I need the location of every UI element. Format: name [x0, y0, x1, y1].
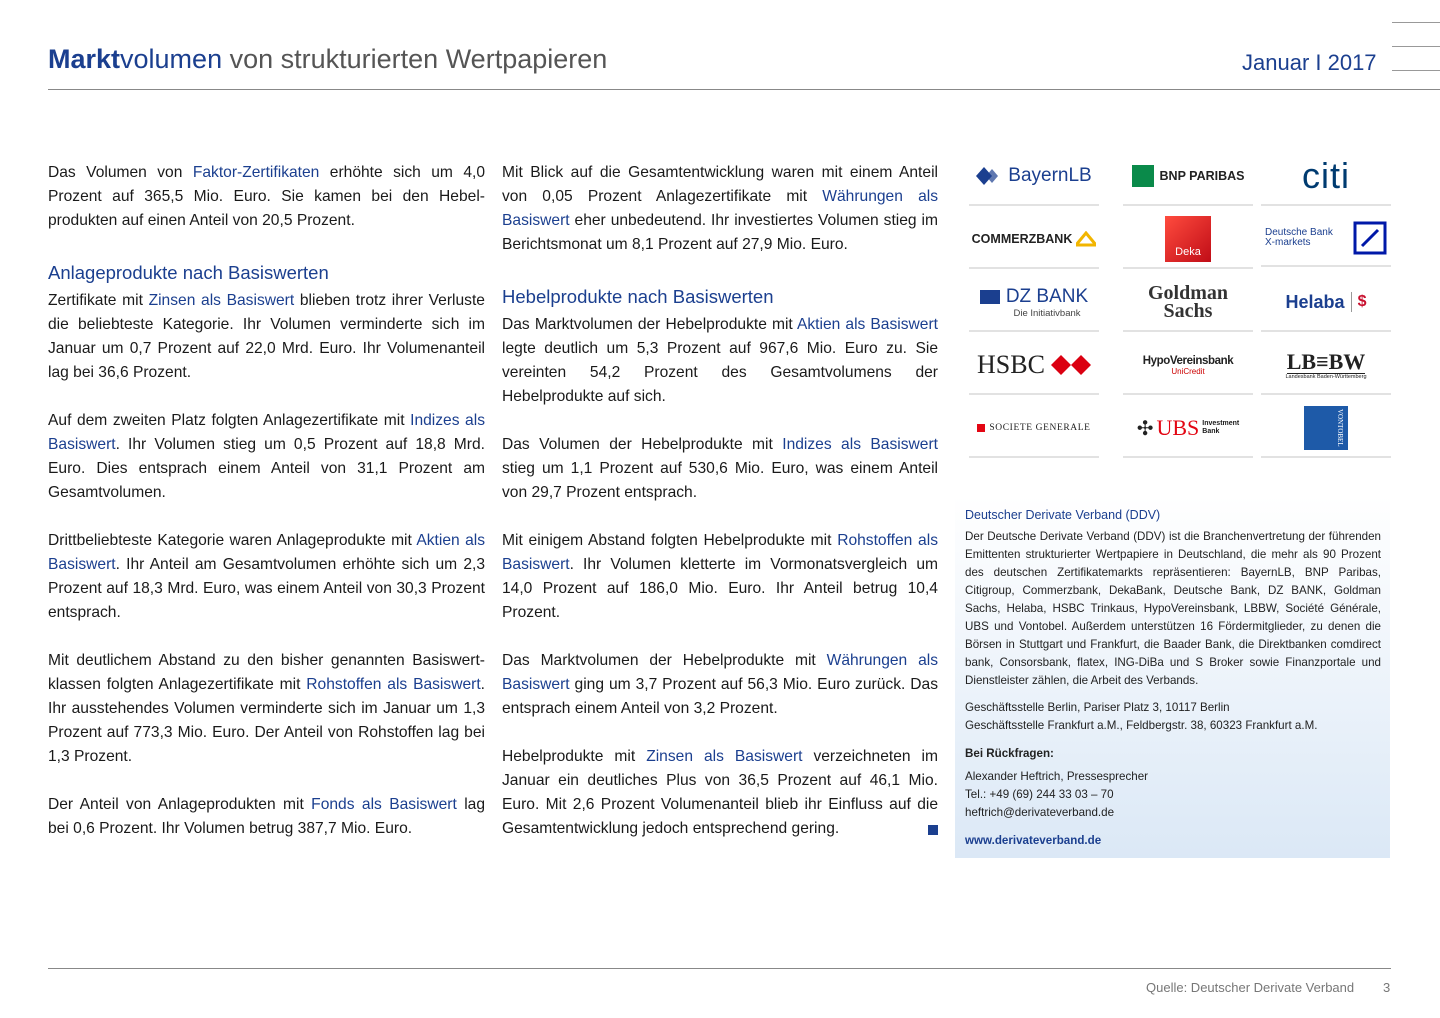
bayernlb-diamond-icon — [976, 165, 1002, 187]
deco-line — [1392, 22, 1440, 23]
paragraph: Der Anteil von Anlageprodukten mit Fonds als Basiswert lag bei 0,6 Prozent. Ihr Volumen betrug 387,7 Mio. Euro. — [48, 796, 486, 837]
highlight-term: Zinsen als Basiswert — [646, 748, 803, 765]
footer-source: Quelle: Deutscher Derivate Verband — [1146, 980, 1355, 995]
end-mark-icon — [928, 825, 938, 835]
title-bold: Markt — [48, 44, 121, 74]
address-frankfurt: Geschäftsstelle Frankfurt a.M., Feldbergstr. 38, 60323 Frankfurt a.M. — [965, 719, 1318, 732]
paragraph: Mit deutlichem Abstand zu den bisher genannten Basiswertklassen folgten Anlagezertifikate mit Rohstoffen als Basiswert. Ihr ausstehendes Volumen verminderte sich im Januar um 1,3 Prozent auf 773,3 Mio. Euro. Der Anteil von Rohstoffen lag bei 1,3 Prozent. — [48, 652, 485, 765]
logo-societe-generale: SOCIETE GENERALE — [969, 400, 1099, 458]
paragraph: Das Marktvolumen der Hebelprodukte mit Währungen als Basiswert ging um 3,7 Prozent auf 56,3 Mio. Euro zurück. Das entsprach einem Anteil von 3,2 Prozent. — [502, 652, 938, 717]
highlight-term: Rohstoffen als Basiswert — [306, 676, 481, 693]
logo-bnp-paribas: BNP PARIBAS — [1123, 148, 1253, 206]
logo-lbbw: LB≡BW Landesbank Baden-Württemberg — [1261, 337, 1391, 395]
sg-square-icon — [977, 424, 985, 432]
highlight-term: Faktor-Zertifikaten — [192, 164, 320, 181]
highlight-term: Fonds als Basiswert — [311, 796, 457, 813]
highlight-term: Indizes als Basiswert — [48, 412, 485, 453]
page-title — [48, 44, 607, 75]
footer-rule — [48, 968, 1391, 969]
contact-heading: Bei Rückfragen: — [965, 747, 1054, 760]
report-date: Januar I 2017 — [1242, 50, 1377, 75]
logo-hsbc: HSBC — [969, 337, 1099, 395]
logo-bayernlb: BayernLB — [969, 148, 1099, 206]
contact-name: Alexander Heftrich, Pressesprecher — [965, 770, 1149, 783]
logo-helaba: Helaba $ — [1261, 274, 1391, 332]
highlight-term: Zinsen als Basiswert — [148, 292, 295, 309]
text-column-1 — [48, 161, 485, 865]
logo-commerzbank: COMMERZBANK — [969, 211, 1099, 269]
paragraph: Mit einigem Abstand folgten Hebelprodukte mit Rohstoffen als Basiswert. Ihr Volumen kletterte im Vormonatsvergleich um 14,0 Prozent auf 186,0 Mio. Euro. Ihr Anteil betrug 10,4 Prozent. — [502, 532, 938, 621]
logo-hypovereinsbank: HypoVereinsbank UniCredit — [1123, 337, 1253, 395]
highlight-term: Indizes als Basiswert — [782, 436, 938, 453]
paragraph: Mit Blick auf die Gesamtentwicklung waren mit einem Anteil von 0,05 Prozent Anlagezertifikate mit Währungen als Basiswert eher unbedeutend. Ihr investiertes Volumen stieg im Berichtsmonat um 8,1 Prozent auf 27,9 Mio. Euro. — [502, 164, 938, 253]
deco-line — [1392, 70, 1440, 71]
title-rest: von strukturierten Wertpapieren — [222, 44, 608, 74]
paragraph: Das Volumen der Hebelprodukte mit Indizes als Basiswert stieg um 1,1 Prozent auf 530,6 Mio. Euro, was einem Anteil von 29,7 Prozent entsprach. — [502, 436, 938, 501]
deco-line — [1392, 46, 1440, 47]
sparkasse-s-icon: $ — [1357, 293, 1367, 310]
logo-deutsche-bank: Deutsche Bank X-markets — [1261, 211, 1391, 267]
contact-phone: Tel.: +49 (69) 244 33 03 – 70 — [965, 788, 1114, 801]
dz-bank-icon — [980, 290, 1000, 304]
text-column-2 — [502, 161, 938, 865]
logo-goldman-sachs: Goldman Sachs — [1123, 274, 1253, 332]
paragraph: Zertifikate mit Zinsen als Basiswert blieben trotz ihrer Verluste die beliebteste Kategorie. Ihr Volumen verminderte sich im Januar um 0,7 Prozent auf 22,0 Mrd. Euro. Ihr Volumenanteil lag bei 36,6 Prozent. — [48, 292, 485, 381]
deutsche-bank-slash-icon — [1353, 221, 1387, 255]
paragraph: Das Marktvolumen der Hebelprodukte mit Aktien als Basiswert legte deutlich um 5,3 Prozent auf 967,6 Mio. Euro zu. Sie vereinten 54,2 Prozent des Gesamtvolumens der Hebelprodukte auf sich. — [502, 316, 938, 405]
commerzbank-ribbon-icon — [1076, 231, 1096, 247]
logo-ubs: ✣ UBS Investment Bank — [1123, 400, 1253, 458]
ubs-keys-icon: ✣ — [1136, 417, 1154, 440]
hsbc-hexagon-icon — [1051, 355, 1091, 375]
section-heading: Anlageprodukte nach Basiswerten — [48, 262, 329, 283]
highlight-term: Währungen als Basiswert — [502, 188, 938, 229]
highlight-term: Aktien als Basiswert — [48, 532, 485, 573]
contact-email[interactable]: heftrich@derivateverband.de — [965, 806, 1115, 819]
logo-dz-bank: DZ BANK Die Initiativbank — [969, 274, 1099, 332]
bnp-stars-icon — [1132, 165, 1154, 187]
highlight-term: Rohstoffen als Basiswert — [502, 532, 938, 573]
address-berlin: Geschäftsstelle Berlin, Pariser Platz 3, 10117 Berlin — [965, 701, 1230, 714]
highlight-term: Währungen als Basiswert — [502, 652, 938, 693]
ddv-info-box — [955, 496, 1390, 858]
paragraph: Auf dem zweiten Platz folgten Anlagezertifikate mit Indizes als Basiswert. Ihr Volumen stieg um 0,5 Prozent auf 18,8 Mrd. Euro. Dies entsprach einem Anteil von 31,1 Prozent am Gesamtvolumen. — [48, 412, 485, 501]
info-title: Deutscher Derivate Verband (DDV) — [965, 508, 1161, 522]
info-body: Der Deutsche Derivate Verband (DDV) ist die Branchenvertretung der führenden Emittenten strukturierter Wertpapiere in Deutschland, die mehr als 90 Prozent des deutschen Zertifikatemarkts repräsentieren: BayernLB, BNP Paribas, Citigroup, Commerzbank, DekaBank, Deutsche Bank, DZ BANK, Goldman Sachs, Helaba, HSBC Trinkaus, HypoVereinsbank, LBBW, Société Générale, UBS und Vontobel. Außerdem unterstützen 16 Fördermitglieder, zu denen die Börsen in Stuttgart und Frankfurt, die Baader Bank, die Direktbanken comdirect bank, Consorsbank, flatex, ING-DiBa und S Broker sowie Finanzportale und Dienstleister zählen, die Arbeit des Verbands. — [965, 530, 1381, 687]
section-heading: Hebelprodukte nach Basiswerten — [502, 286, 774, 307]
page-number: 3 — [1383, 980, 1391, 995]
paragraph: Hebelprodukte mit Zinsen als Basiswert verzeichneten im Januar ein deutliches Plus von 36,5 Prozent auf 46,1 Mio. Euro. Mit 2,6 Prozent Volumenanteil blieb ihr Einfluss auf die Gesamtentwicklung jedoch entsprechend gering. — [502, 748, 938, 837]
website-link[interactable]: www.derivateverband.de — [965, 834, 1102, 847]
header-rule — [48, 89, 1440, 90]
paragraph: Das Volumen von Faktor-Zertifikaten erhöhte sich um 4,0 Prozent auf 365,5 Mio. Euro. Sie kamen bei den Hebelprodukten auf einen Anteil von 20,5 Prozent. — [48, 164, 485, 229]
logo-deka: Deka — [1123, 211, 1253, 269]
paragraph: Drittbeliebteste Kategorie waren Anlageprodukte mit Aktien als Basiswert. Ihr Anteil am Gesamtvolumen erhöhte sich um 2,3 Prozent auf 18,3 Mrd. Euro, was einem Anteil von 30,3 Prozent entsprach. — [48, 532, 485, 621]
title-light: volumen — [120, 44, 223, 74]
logo-citi: citi — [1261, 148, 1391, 206]
highlight-term: Aktien als Basiswert — [796, 316, 938, 333]
logo-vontobel: VONTOBEL — [1261, 400, 1391, 458]
